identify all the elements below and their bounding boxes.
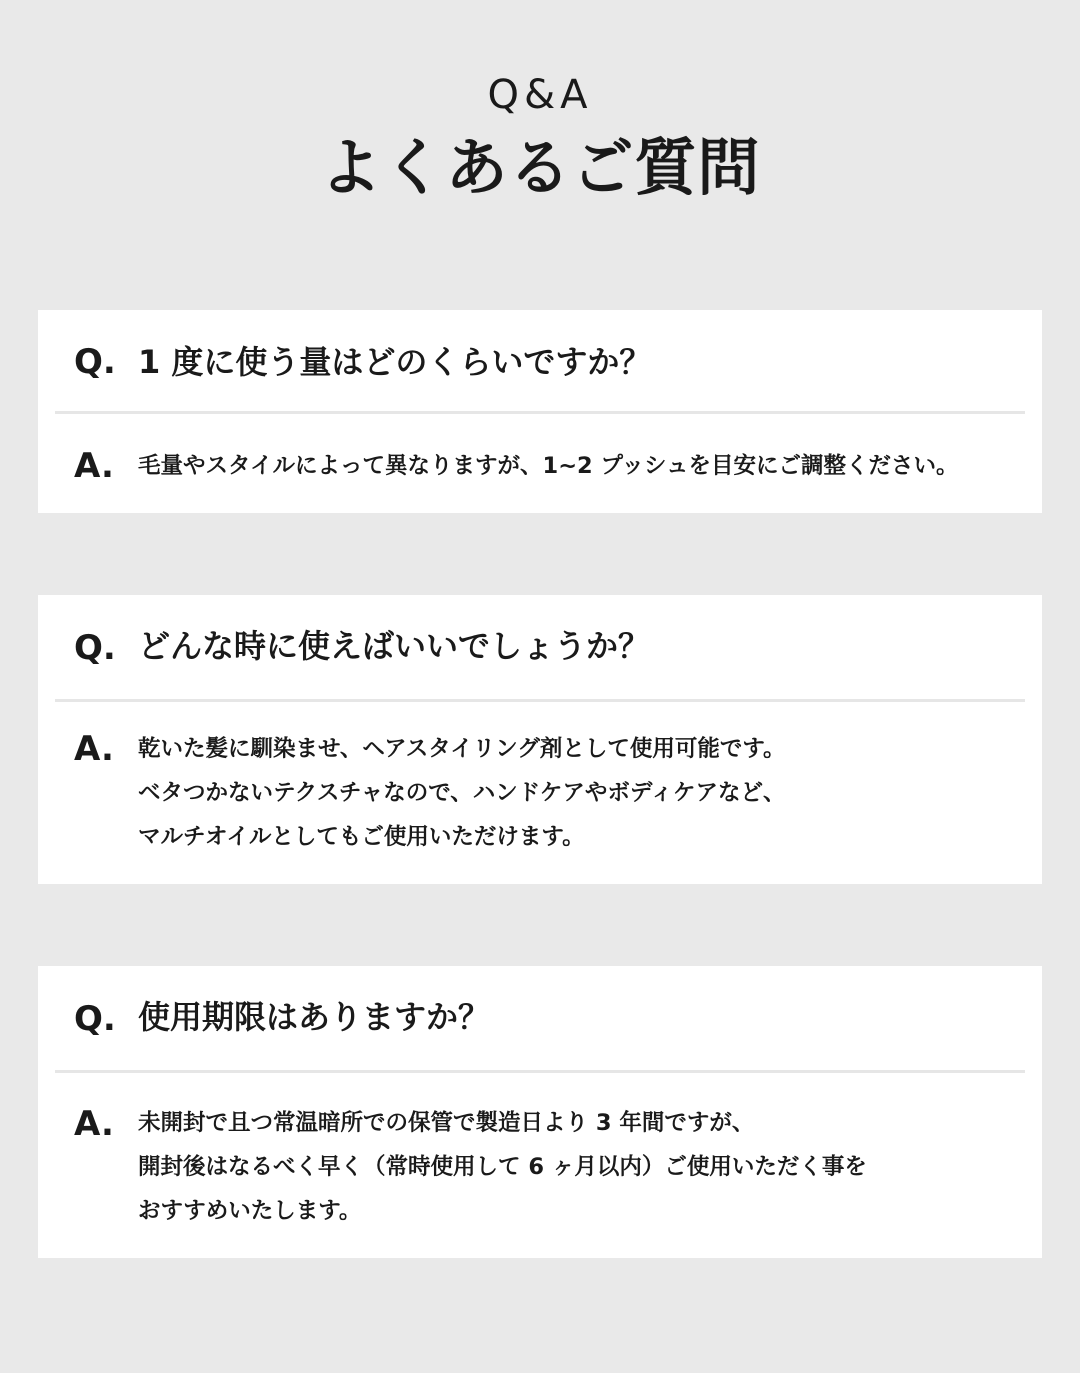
faq-item xyxy=(38,310,1042,513)
faq-question-row[interactable] xyxy=(38,966,1042,1068)
question-marker: Q. xyxy=(74,342,116,382)
divider xyxy=(55,699,1025,702)
faq-answer xyxy=(138,1101,867,1233)
faq-question-row[interactable] xyxy=(38,595,1042,697)
answer-line: 乾いた髪に馴染ませ、ヘアスタイリング剤として使用可能です。 xyxy=(138,736,786,762)
faq-item xyxy=(38,966,1042,1258)
faq-answer xyxy=(138,444,959,488)
answer-line: おすすめいたします。 xyxy=(138,1198,362,1224)
answer-marker: A. xyxy=(74,446,114,486)
answer-marker: A. xyxy=(74,729,114,769)
answer-line: ベタつかないテクスチャなので、ハンドケアやボディケアなど、 xyxy=(138,780,786,806)
faq-question: 1 度に使う量はどのくらいですか？ xyxy=(138,343,652,381)
faq-answer xyxy=(138,727,786,859)
question-marker: Q. xyxy=(74,999,116,1039)
divider xyxy=(55,411,1025,414)
question-marker: Q. xyxy=(74,628,116,668)
answer-line: 毛量やスタイルによって異なりますが、1~2 プッシュを目安にご調整ください。 xyxy=(138,453,959,479)
faq-question: 使用期限はありますか？ xyxy=(138,998,491,1036)
divider xyxy=(55,1070,1025,1073)
section-eyebrow: Q&A xyxy=(487,72,593,118)
faq-question-row[interactable] xyxy=(38,310,1042,412)
faq-item xyxy=(38,595,1042,884)
answer-line: マルチオイルとしてもご使用いただけます。 xyxy=(138,824,585,850)
answer-marker: A. xyxy=(74,1104,114,1144)
faq-question: どんな時に使えばいいでしょうか？ xyxy=(138,627,651,665)
answer-line: 開封後はなるべく早く（常時使用して 6 ヶ月以内）ご使用いただく事を xyxy=(138,1154,867,1180)
answer-line: 未開封で且つ常温暗所での保管で製造日より 3 年間ですが、 xyxy=(138,1110,755,1136)
page-title: よくあるご質問 xyxy=(319,131,761,204)
